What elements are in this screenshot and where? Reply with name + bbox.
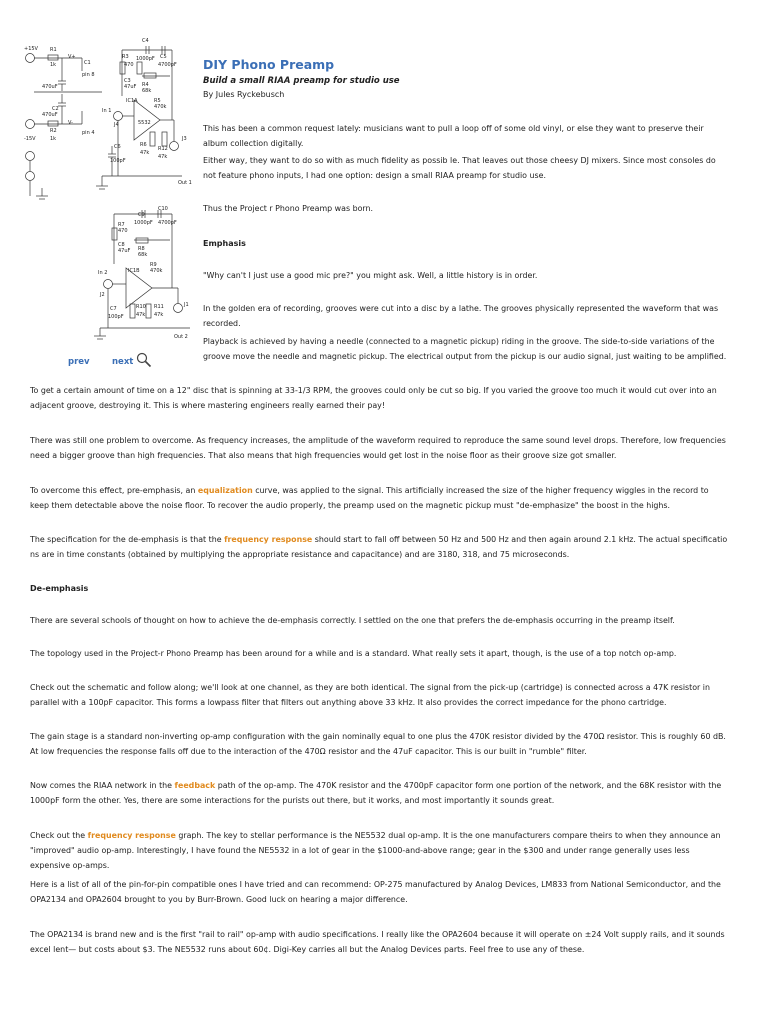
- label-r5: R5: [154, 98, 161, 104]
- paragraph: [30, 532, 730, 562]
- text-span: curve, was applied to the signal. This artificially increased the size of the higher frequency wiggles in the record to keep them detectable above the noise floor. To recover the audio properly, the preamp used on the magnetic pickup must "de-emphasize" the boost in the highs.: [30, 486, 709, 510]
- label-c470a: 470uF: [42, 84, 58, 90]
- equalization-link[interactable]: equalization: [197, 486, 253, 495]
- label-c8: C8: [118, 242, 125, 248]
- paragraph: Thus the Project r Phono Preamp was born.: [203, 204, 374, 213]
- label-j2: J2: [100, 292, 105, 298]
- label-c10: C10: [158, 206, 168, 212]
- label-minus15: -15V: [24, 136, 36, 142]
- label-vplus: V+: [68, 54, 76, 60]
- label-j4: J4: [114, 122, 119, 128]
- label-r3v: 470: [124, 62, 134, 68]
- label-r6: R6: [140, 142, 147, 148]
- label-r12v: 47k: [158, 154, 168, 160]
- paragraph: "Why can't I just use a good mic pre?" you might ask. Well, a little history is in order.: [203, 271, 538, 280]
- paragraph: In the golden era of recording, grooves were cut into a disc by a lathe. The grooves physically represented the waveform that was recorded.: [203, 304, 719, 328]
- label-plus15: +15V: [24, 46, 38, 52]
- label-r7: R7: [118, 222, 125, 228]
- section-heading-de-emphasis: De-emphasis: [30, 584, 89, 593]
- text-span: Now comes the RIAA network in the: [30, 781, 175, 790]
- text-span: To overcome this effect, pre-emphasis, an: [30, 486, 198, 495]
- label-c4v: 1000pF: [136, 56, 155, 62]
- paragraph: Either way, they want to do so with as much fidelity as possib le. That leaves out those cheesy DJ mixers. Since most consoles do not feature phono inputs, I had one option: design a small RIAA preamp for studio use.: [203, 156, 716, 180]
- paragraph: This has been a common request lately: musicians want to pull a loop off of some old vinyl, or else they want to preserve their album collection digitally.: [203, 124, 704, 148]
- article-header: [203, 57, 723, 100]
- feedback-link[interactable]: feedback: [174, 781, 216, 790]
- label-j1: J1: [184, 302, 189, 308]
- label-c1: C1: [84, 60, 91, 66]
- text-span: path of the op-amp. The 470K resistor and the 4700pF capacitor form one portion of the network, and the 68K resistor with the 1000pF form the other. Yes, there are some interactions for the purists out there, but it works, and most importantly it sounds great.: [30, 781, 722, 805]
- label-pin4: pin 4: [82, 130, 95, 136]
- text-span: The specification for the de-emphasis is that the: [30, 535, 225, 544]
- label-r9: R9: [150, 262, 157, 268]
- label-in1: In 1: [102, 108, 112, 114]
- label-c10v: 4700pF: [158, 220, 177, 226]
- label-r12: R12: [158, 146, 168, 152]
- label-c9: C9: [138, 212, 145, 218]
- label-c3: C3: [124, 78, 131, 84]
- paragraph: To get a certain amount of time on a 12" disc that is spinning at 33-1/3 RPM, the grooves could only be cut so big. If you varied the groove too much it would cut over into an adjacent groove, destroying it. This is where mastering engineers really earned their pay!: [30, 386, 717, 410]
- frequency-response-link[interactable]: frequency response: [87, 831, 176, 840]
- label-c6: C6: [114, 144, 121, 150]
- label-c9v: 1000pF: [134, 220, 153, 226]
- label-r4v: 68k: [142, 88, 152, 94]
- label-r5v: 470k: [154, 104, 167, 110]
- section-heading-emphasis: Emphasis: [203, 239, 246, 248]
- label-r2: R2: [50, 128, 57, 134]
- paragraph: Playback is achieved by having a needle (connected to a magnetic pickup) riding in the groove. The side-to-side variations of the groove move the needle and magnetic pickup. The electrical output from the pickup is our audio signal, just waiting to be amplified.: [203, 337, 727, 361]
- paragraph: Check out the schematic and follow along; we'll look at one channel, as they are both identical. The signal from the pick-up (cartridge) is connected across a 47K resistor in parallel with a 100pF capacitor. This forms a lowpass filter that filters out anything above 33 kHz. It also provides the correct impedance for the phono cartridge.: [30, 683, 711, 707]
- label-vminus: V-: [68, 120, 73, 126]
- label-c7: C7: [110, 306, 117, 312]
- label-r8: R8: [138, 246, 145, 252]
- label-out1: Out 1: [178, 180, 192, 186]
- label-r4: R4: [142, 82, 149, 88]
- label-c5v: 4700pF: [158, 62, 177, 68]
- paragraph: Here is a list of all of the pin-for-pin compatible ones I have tried and can recommend: OP-275 manufactured by Analog Devices, LM833 from National Semiconductor, and the OPA2134 and OPA2604 brought to you by Burr-Brown. Good luck on hearing a major difference.: [30, 880, 721, 904]
- next-link[interactable]: next: [112, 357, 134, 367]
- label-r6v: 47k: [140, 150, 150, 156]
- label-in2: In 2: [98, 270, 108, 276]
- label-c8v: 47uF: [118, 248, 131, 254]
- text-span: should start to fall off between 50 Hz and 500 Hz and then again around 2.1 kHz. The actual specificatio ns are in time constants (obtained by multiplying the appropriate resistance and capacitance) and are 3180, 318, and 75 microseconds.: [30, 535, 728, 559]
- label-ic1b: IC1B: [128, 268, 140, 274]
- paragraph: The OPA2134 is brand new and is the first "rail to rail" op-amp with audio specifications. I really like the OPA2604 because it will operate on ±24 Volt supply rails, and it sounds excel lent— but costs about $3. The NE5532 runs about 60¢. Digi-Key carries all but the Analog Devices parts. Feel free to use any of these.: [30, 930, 725, 954]
- text-span: graph. The key to stellar performance is the NE5532 dual op-amp. It is the one manufacturers compare theirs to when they announce an "improved" audio op-amp. Interestingly, I have found the NE5532 in a lot of gear in the $1000-and-above range; gear in the $300 and under range generally uses less expensive op-amps.: [30, 831, 721, 870]
- label-r3: R3: [122, 54, 129, 60]
- label-c7v: 100pF: [108, 314, 124, 320]
- text-span: Check out the: [30, 831, 88, 840]
- label-pin8: pin 8: [82, 72, 95, 78]
- label-r1: R1: [50, 47, 57, 53]
- label-c470b: 470uF: [42, 112, 58, 118]
- page-title: DIY Phono Preamp: [203, 57, 335, 72]
- label-r11v: 47k: [154, 312, 164, 318]
- label-ne: 5532: [138, 120, 151, 126]
- label-out2: Out 2: [174, 334, 188, 340]
- paragraph: [30, 828, 730, 873]
- label-r1v: 1k: [50, 62, 57, 68]
- label-ic1a: IC1A: [126, 98, 138, 104]
- label-r11: R11: [154, 304, 164, 310]
- prev-link[interactable]: prev: [68, 357, 90, 367]
- label-r7v: 470: [118, 228, 128, 234]
- label-r9v: 470k: [150, 268, 163, 274]
- label-c5: C5: [160, 54, 167, 60]
- frequency-response-link[interactable]: frequency response: [224, 535, 313, 544]
- schematic-diagram: [22, 36, 196, 376]
- paragraph: There was still one problem to overcome. As frequency increases, the amplitude of the waveform required to reproduce the same sound level drops. Therefore, low frequencies need a bigger groove than high frequencies. That also means that high frequencies would get lost in the noise floor as their groove size got smaller.: [30, 436, 726, 460]
- label-c6v: 100pF: [110, 158, 126, 164]
- label-j3: J3: [182, 136, 187, 142]
- label-r2v: 1k: [50, 136, 57, 142]
- paragraph: The gain stage is a standard non-inverting op-amp configuration with the gain nominally equal to one plus the 470K resistor divided by the 470Ω resistor. This is roughly 60 dB. At low frequencies the response falls off due to the interaction of the 470Ω resistor and the 47uF capacitor. This is our built in "rumble" filter.: [30, 732, 726, 756]
- paragraph: There are several schools of thought on how to achieve the de-emphasis correctly. I settled on the one that prefers the de-emphasis occurring in the preamp itself.: [30, 616, 675, 625]
- label-r10: R10: [136, 304, 146, 310]
- zoom-icon[interactable]: [136, 352, 152, 368]
- label-c3v: 47uF: [124, 84, 137, 90]
- label-r8v: 68k: [138, 252, 148, 258]
- page-subtitle: Build a small RIAA preamp for studio use: [203, 76, 400, 86]
- byline: By Jules Ryckebusch: [203, 90, 285, 99]
- paragraph: The topology used in the Project-r Phono Preamp has been around for a while and is a standard. What really sets it apart, though, is the use of a top notch op-amp.: [30, 649, 677, 658]
- label-r10v: 47k: [136, 312, 146, 318]
- label-c2: C2: [52, 106, 59, 112]
- paragraph: [30, 778, 730, 808]
- label-c4: C4: [142, 38, 149, 44]
- paragraph: [30, 483, 730, 513]
